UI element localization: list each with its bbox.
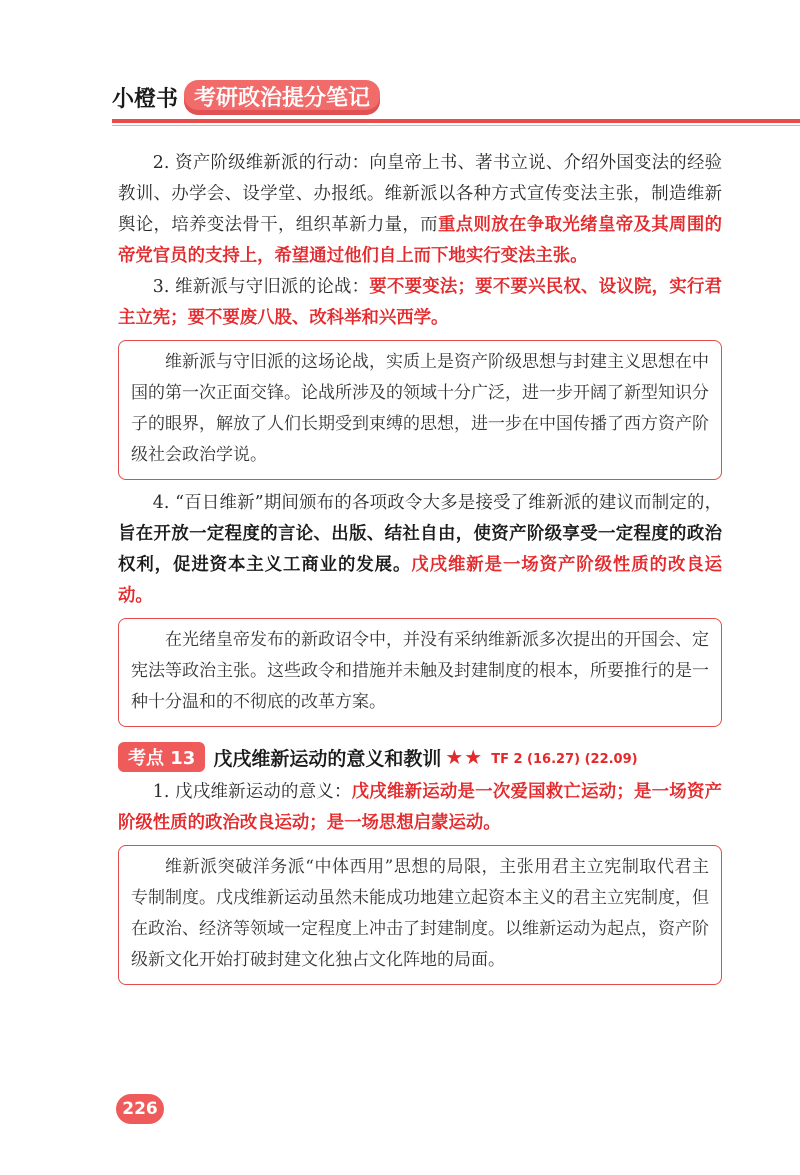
note-text: 维新派与守旧派的这场论战，实质上是资产阶级思想与封建主义思想在中国的第一次正面交锋。论战所涉及的领域十分广泛，进一步开阔了新型知识分子的眼界，解放了人们长期受到束缚的思想，进一步在中国传播了西方资产阶级社会政治学说。 bbox=[131, 352, 709, 465]
bold-text: 旨在开放一定程度的言论、出版、结社自由，使资产阶级享受一定程度的政治权利，促进资本主义工商业的发展。 bbox=[118, 524, 722, 575]
star-icon: ★★ bbox=[445, 745, 484, 769]
brand-name: 小橙书 bbox=[112, 87, 179, 112]
highlight-text: 戊戌维新是一场资产阶级性质的改良运动。 bbox=[118, 555, 722, 606]
paragraph-debate: 3. 维新派与守旧派的论战：要不要变法；要不要兴民权、设议院，实行君主立宪；要不要废八股、改科举和兴西学。 bbox=[118, 277, 722, 328]
note-text: 维新派突破洋务派“中体西用”思想的局限，主张用君主立宪制取代君主专制制度。戊戌维新运动虽然未能成功地建立起资本主义的君主立宪制度，但在政治、经济等领域一定程度上冲击了封建制度。以维新运动为起点，资产阶级新文化开始打破封建文化独占文化阵地的局面。 bbox=[131, 857, 709, 970]
paragraph-significance: 1. 戊戌维新运动的意义：戊戌维新运动是一次爱国救亡运动；是一场资产阶级性质的政治改良运动；是一场思想启蒙运动。 bbox=[118, 782, 722, 833]
note-text: 在光绪皇帝发布的新政诏令中，并没有采纳维新派多次提出的开国会、定宪法等政治主张。这些政令和措施并未触及封建制度的根本，所要推行的是一种十分温和的不彻底的改革方案。 bbox=[131, 630, 709, 712]
kaodian-badge: 考点 13 bbox=[118, 742, 205, 772]
book-subtitle: 考研政治提分笔记 bbox=[184, 80, 380, 115]
highlight-text: 是一场资产阶级性质的政治改良运动； bbox=[118, 782, 722, 833]
highlight-text: 要不要废八股、改科举和兴西学。 bbox=[187, 308, 449, 328]
highlight-text: 是一场思想启蒙运动。 bbox=[326, 813, 501, 833]
highlight-text: 戊戌维新运动是一次爱国救亡运动； bbox=[351, 782, 634, 802]
paragraph-bourgeois-actions: 2. 资产阶级维新派的行动：向皇帝上书、著书立说、介绍外国变法的经验教训、办学会、设学堂、办报纸。维新派以各种方式宣传变法主张，制造维新舆论，培养变法骨干，组织革新力量，而重点则放在争取光绪皇帝及其周围的帝党官员的支持上，希望通过他们自上而下地实行变法主张。 bbox=[118, 153, 722, 266]
highlight-text: 重点则放在争取光绪皇帝及其周围的帝党官员的支持上，希望通过他们自上而下地实行变法主张。 bbox=[118, 215, 722, 266]
page-content bbox=[118, 148, 722, 993]
exam-reference: TF 2 (16.27) (22.09) bbox=[491, 751, 638, 767]
kaodian-title: 戊戌维新运动的意义和教训 bbox=[213, 747, 442, 770]
page-number: 226 bbox=[116, 1094, 164, 1124]
header-rule bbox=[112, 119, 800, 123]
note-box-debate bbox=[118, 340, 722, 480]
highlight-text: 要不要变法； bbox=[369, 277, 475, 297]
page-header bbox=[112, 78, 800, 112]
paragraph-hundred-days: 4. “百日维新”期间颁布的各项政令大多是接受了维新派的建议而制定的，旨在开放一定程度的言论、出版、结社自由，使资产阶级享受一定程度的政治权利，促进资本主义工商业的发展。戊戌维新是一场资产阶级性质的改良运动。 bbox=[118, 493, 722, 606]
note-box-significance bbox=[118, 845, 722, 985]
kaodian-heading bbox=[118, 741, 722, 773]
header-rule-thin bbox=[112, 125, 800, 126]
note-box-edicts bbox=[118, 618, 722, 727]
highlight-text: 要不要兴民权、设议院，实行君主立宪； bbox=[118, 277, 722, 328]
